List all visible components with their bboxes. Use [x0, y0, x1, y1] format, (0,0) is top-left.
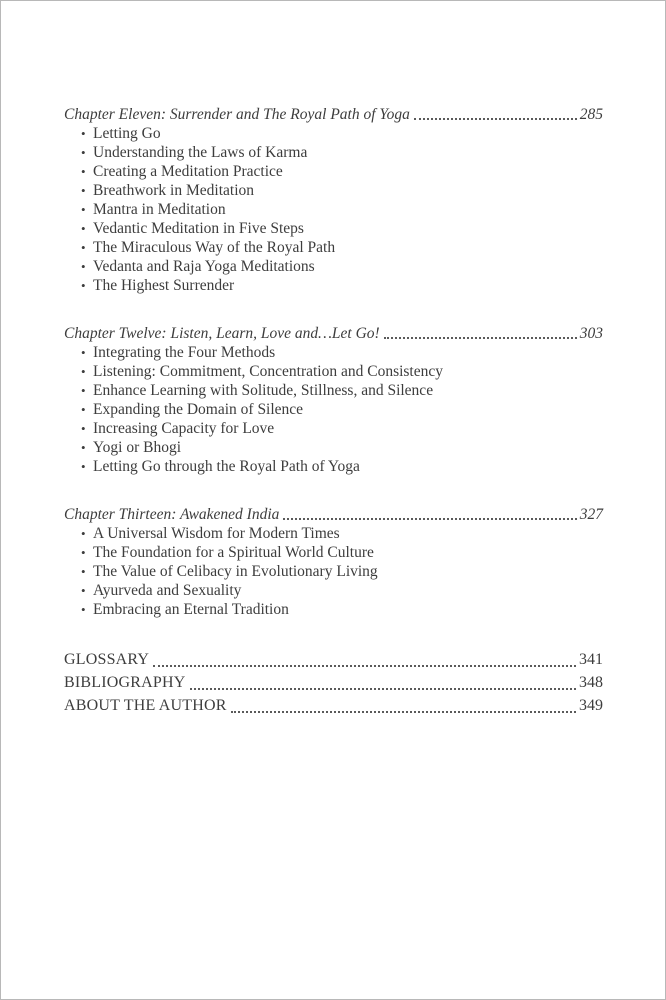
topic-item	[64, 124, 603, 143]
bullet-icon: •	[81, 564, 86, 579]
back-matter-page-number: 349	[579, 697, 603, 714]
topic-item	[64, 257, 603, 276]
back-matter-row-about-the-author	[64, 694, 603, 717]
topic-label: Letting Go	[93, 125, 161, 142]
topic-item	[64, 181, 603, 200]
back-matter-title: BIBLIOGRAPHY	[64, 674, 186, 691]
bullet-icon: •	[81, 459, 86, 474]
bullet-icon: •	[81, 583, 86, 598]
topic-label: Yogi or Bhogi	[93, 439, 182, 456]
topic-item	[64, 581, 603, 600]
topic-label: Integrating the Four Methods	[93, 344, 276, 361]
dot-leader	[231, 711, 576, 713]
bullet-icon: •	[81, 145, 86, 160]
topic-list	[64, 124, 603, 295]
bullet-icon: •	[81, 383, 86, 398]
chapter-heading-row	[64, 505, 603, 524]
bullet-icon: •	[81, 364, 86, 379]
topic-label: Mantra in Meditation	[93, 201, 226, 218]
bullet-icon: •	[81, 126, 86, 141]
toc-section-chapter-twelve	[64, 324, 603, 476]
chapter-heading-row	[64, 105, 603, 124]
bullet-icon: •	[81, 240, 86, 255]
chapter-title: Chapter Twelve: Listen, Learn, Love and…Let Go!	[64, 325, 380, 342]
topic-label: Vedanta and Raja Yoga Meditations	[93, 258, 315, 275]
dot-leader	[384, 337, 577, 339]
back-matter	[64, 648, 603, 717]
bullet-icon: •	[81, 602, 86, 617]
topic-label: Vedantic Meditation in Five Steps	[93, 220, 304, 237]
topic-label: Expanding the Domain of Silence	[93, 401, 304, 418]
topic-item	[64, 219, 603, 238]
back-matter-page-number: 341	[579, 651, 603, 668]
topic-label: The Miraculous Way of the Royal Path	[93, 239, 336, 256]
topic-item	[64, 543, 603, 562]
topic-item	[64, 562, 603, 581]
topic-item	[64, 162, 603, 181]
back-matter-row-glossary	[64, 648, 603, 671]
bullet-icon: •	[81, 440, 86, 455]
chapter-page-number: 285	[579, 106, 603, 123]
chapter-page-number: 303	[579, 325, 603, 342]
topic-label: Understanding the Laws of Karma	[93, 144, 308, 161]
topic-item	[64, 381, 603, 400]
bullet-icon: •	[81, 278, 86, 293]
topic-item	[64, 419, 603, 438]
chapter-title: Chapter Thirteen: Awakened India	[64, 506, 280, 523]
topic-label: Listening: Commitment, Concentration and Consistency	[93, 363, 443, 380]
bullet-icon: •	[81, 545, 86, 560]
topic-item	[64, 362, 603, 381]
dot-leader	[153, 665, 576, 667]
bullet-icon: •	[81, 221, 86, 236]
topic-label: Ayurveda and Sexuality	[93, 582, 242, 599]
topic-list	[64, 524, 603, 619]
topic-item	[64, 600, 603, 619]
topic-item	[64, 524, 603, 543]
back-matter-row-bibliography	[64, 671, 603, 694]
topic-item	[64, 200, 603, 219]
dot-leader	[414, 118, 577, 120]
topic-item	[64, 457, 603, 476]
topic-label: The Value of Celibacy in Evolutionary Living	[93, 563, 378, 580]
bullet-icon: •	[81, 183, 86, 198]
dot-leader	[283, 518, 576, 520]
bullet-icon: •	[81, 164, 86, 179]
topic-item	[64, 276, 603, 295]
topic-label: A Universal Wisdom for Modern Times	[93, 525, 340, 542]
bullet-icon: •	[81, 402, 86, 417]
topic-label: Enhance Learning with Solitude, Stillness, and Silence	[93, 382, 434, 399]
topic-label: Increasing Capacity for Love	[93, 420, 275, 437]
topic-item	[64, 143, 603, 162]
back-matter-title: GLOSSARY	[64, 651, 150, 668]
topic-item	[64, 400, 603, 419]
bullet-icon: •	[81, 202, 86, 217]
bullet-icon: •	[81, 259, 86, 274]
topic-item	[64, 238, 603, 257]
toc-section-chapter-thirteen	[64, 505, 603, 619]
dot-leader	[190, 688, 576, 690]
toc-section-chapter-eleven	[64, 105, 603, 295]
toc-content	[64, 105, 603, 717]
topic-label: Breathwork in Meditation	[93, 182, 254, 199]
topic-label: The Highest Surrender	[93, 277, 235, 294]
chapter-title: Chapter Eleven: Surrender and The Royal Path of Yoga	[64, 106, 410, 123]
bullet-icon: •	[81, 526, 86, 541]
topic-list	[64, 343, 603, 476]
topic-label: Embracing an Eternal Tradition	[93, 601, 289, 618]
topic-label: Letting Go through the Royal Path of Yoga	[93, 458, 360, 475]
topic-label: Creating a Meditation Practice	[93, 163, 283, 180]
back-matter-page-number: 348	[579, 674, 603, 691]
chapter-heading-row	[64, 324, 603, 343]
topic-label: The Foundation for a Spiritual World Culture	[93, 544, 374, 561]
bullet-icon: •	[81, 421, 86, 436]
bullet-icon: •	[81, 345, 86, 360]
topic-item	[64, 438, 603, 457]
back-matter-title: ABOUT THE AUTHOR	[64, 697, 227, 714]
chapter-page-number: 327	[579, 506, 603, 523]
topic-item	[64, 343, 603, 362]
